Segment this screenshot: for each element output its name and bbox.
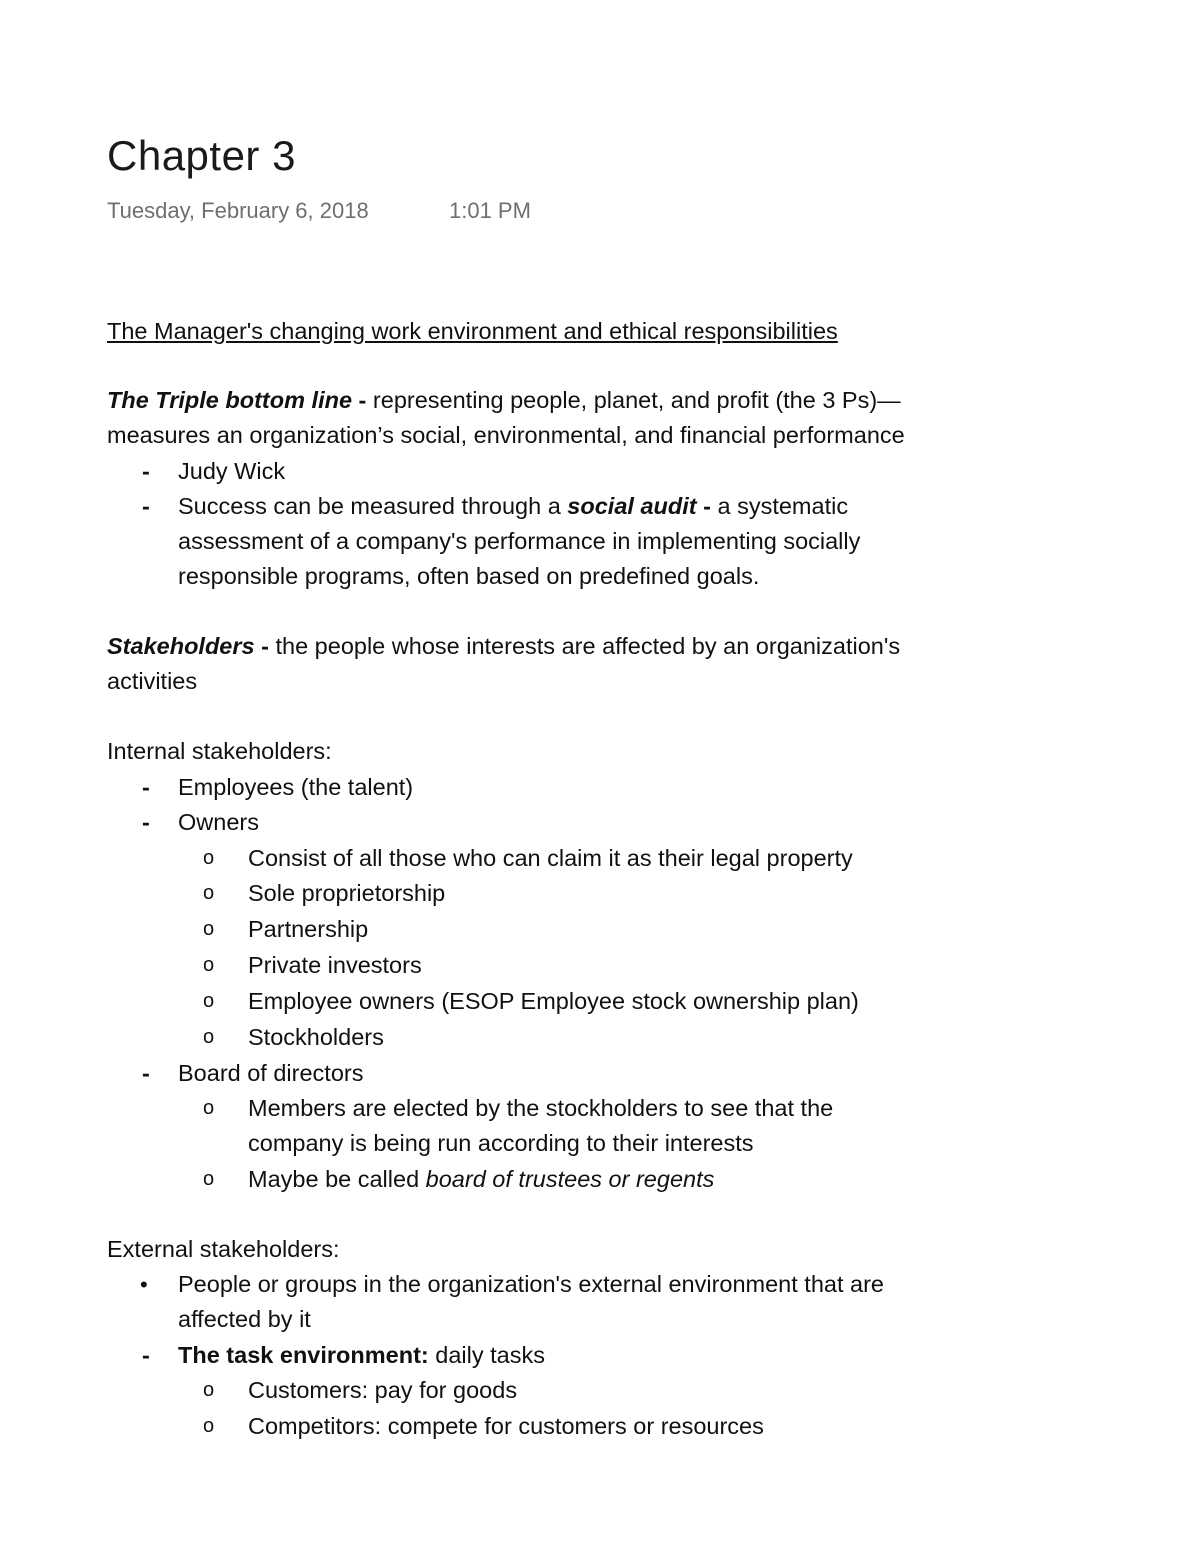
social-audit-pre: Success can be measured through a xyxy=(178,493,568,519)
owners-item: Consist of all those who can claim it as their legal property xyxy=(248,845,853,871)
section-heading: The Manager's changing work environment and ethical responsibilities xyxy=(107,318,838,344)
circle-bullet: o xyxy=(203,990,215,1012)
list-item-social-audit xyxy=(178,489,848,524)
social-audit-line3: responsible programs, often based on predefined goals. xyxy=(178,563,760,589)
circle-bullet: o xyxy=(203,918,215,940)
stakeholders-def-line2: activities xyxy=(107,668,198,694)
list-item-employees: Employees (the talent) xyxy=(178,774,414,800)
external-item-line1: People or groups in the organization's external environment that are xyxy=(178,1271,884,1297)
task-environment-term: The task environment: xyxy=(178,1342,429,1368)
triple-bottom-line-definition xyxy=(107,383,901,418)
board-item-trustees xyxy=(248,1162,714,1197)
term-separator: - xyxy=(254,633,276,659)
task-item: Customers: pay for goods xyxy=(248,1377,518,1403)
list-item-judy-wick: Judy Wick xyxy=(178,458,286,484)
external-heading: External stakeholders: xyxy=(107,1236,340,1262)
note-time: 1:01 PM xyxy=(449,198,531,223)
dash-bullet: - xyxy=(142,1060,150,1086)
triple-def-line1: representing people, planet, and profit (the 3 Ps)— xyxy=(372,387,901,413)
owners-item: Sole proprietorship xyxy=(248,880,446,906)
dash-bullet: - xyxy=(142,1342,150,1368)
owners-item: Stockholders xyxy=(248,1024,384,1050)
owners-item: Employee owners (ESOP Employee stock ownership plan) xyxy=(248,988,859,1014)
triple-bottom-line-term: The Triple bottom line xyxy=(107,387,353,413)
dash-bullet: - xyxy=(142,809,150,835)
circle-bullet: o xyxy=(203,1097,215,1119)
task-environment-def: daily tasks xyxy=(428,1342,545,1368)
page-title: Chapter 3 xyxy=(107,132,296,179)
owners-item: Partnership xyxy=(248,916,369,942)
trustees-pre: Maybe be called xyxy=(248,1166,426,1192)
stakeholders-def-line1: the people whose interests are affected by an organization's xyxy=(275,633,901,659)
circle-bullet: o xyxy=(203,1168,215,1190)
stakeholders-definition xyxy=(107,629,900,664)
circle-bullet: o xyxy=(203,954,215,976)
dash-bullet: - xyxy=(142,493,150,519)
dash-bullet: - xyxy=(142,774,150,800)
term-separator: - xyxy=(352,387,373,413)
owners-item: Private investors xyxy=(248,952,422,978)
note-date: Tuesday, February 6, 2018 xyxy=(107,198,369,223)
social-audit-line2: assessment of a company's performance in implementing socially xyxy=(178,528,861,554)
circle-bullet: o xyxy=(203,1026,215,1048)
external-item-line2: affected by it xyxy=(178,1306,311,1332)
dash-bullet: - xyxy=(142,458,150,484)
internal-heading: Internal stakeholders: xyxy=(107,738,332,764)
triple-def-line2: measures an organization’s social, environmental, and financial performance xyxy=(107,422,905,448)
list-item-task-environment xyxy=(178,1338,545,1373)
list-item-owners: Owners xyxy=(178,809,259,835)
circle-bullet: o xyxy=(203,1415,215,1437)
stakeholders-term: Stakeholders xyxy=(107,633,255,659)
task-item: Competitors: compete for customers or resources xyxy=(248,1413,764,1439)
social-audit-term: social audit xyxy=(567,493,697,519)
trustees-italic: board of trustees or regents xyxy=(425,1166,715,1192)
circle-bullet: o xyxy=(203,847,215,869)
list-item-board: Board of directors xyxy=(178,1060,364,1086)
board-item-line2: company is being run according to their interests xyxy=(248,1130,754,1156)
board-item-line1: Members are elected by the stockholders to see that the xyxy=(248,1095,834,1121)
term-separator: - xyxy=(696,493,718,519)
circle-bullet: o xyxy=(203,1379,215,1401)
social-audit-post: a systematic xyxy=(717,493,849,519)
dot-bullet: • xyxy=(140,1272,148,1297)
circle-bullet: o xyxy=(203,882,215,904)
